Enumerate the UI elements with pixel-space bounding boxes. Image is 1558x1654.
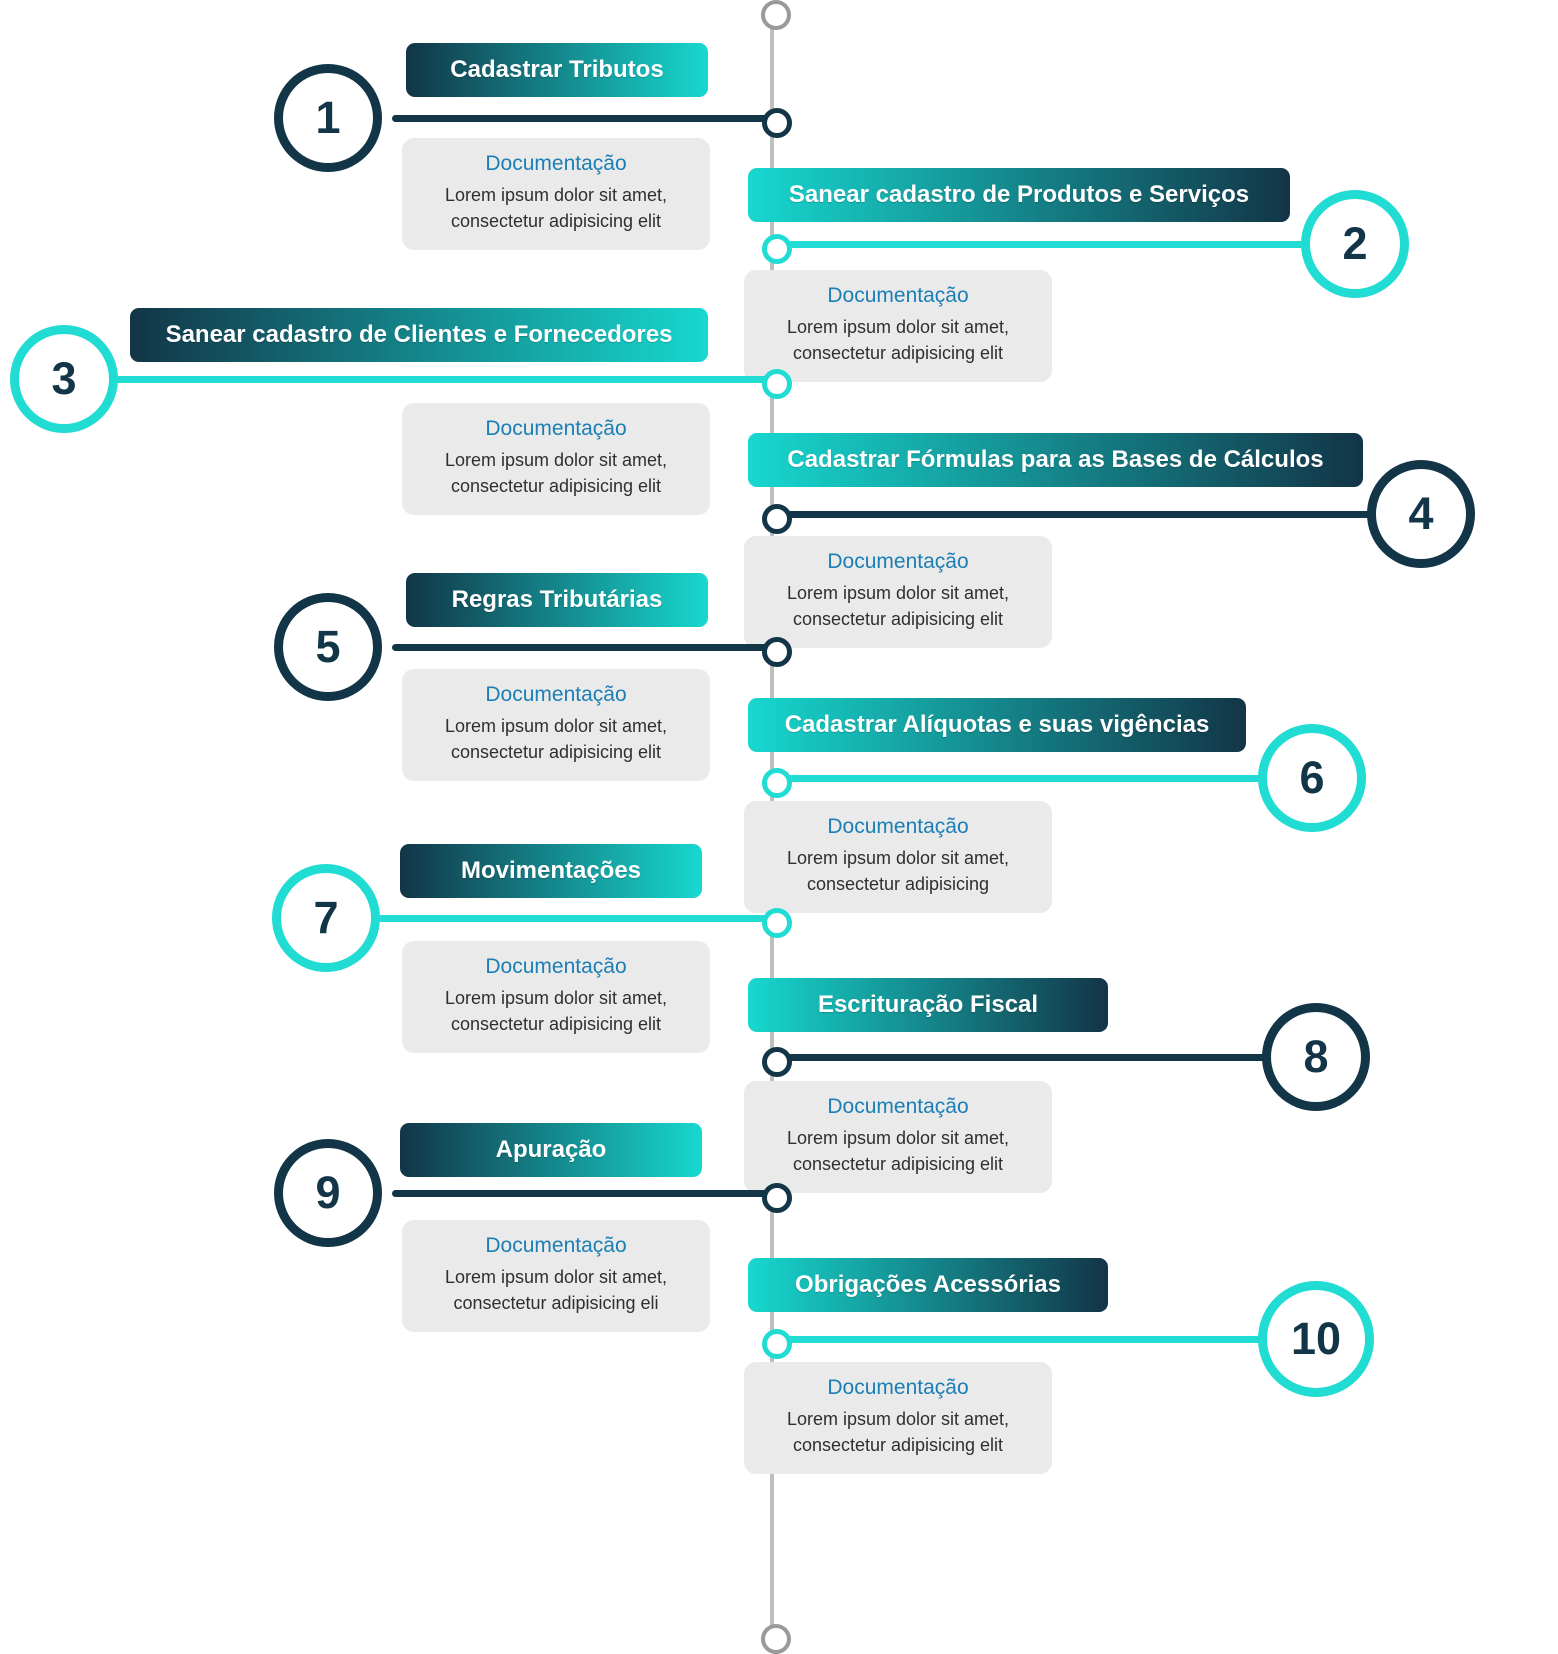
spine-node-9 [762, 1183, 792, 1213]
connector-6 [772, 775, 1290, 782]
step-title-4[interactable] [748, 433, 1363, 487]
step-doc-text-7: Lorem ipsum dolor sit amet, consectetur adipisicing elit [444, 988, 668, 1035]
step-doc-title-4: Documentação [827, 550, 969, 573]
step-doc-title-2: Documentação [827, 284, 969, 307]
step-doc-title-3: Documentação [485, 417, 627, 440]
step-number-6-label: 6 [1299, 752, 1325, 803]
step-number-3[interactable] [10, 325, 118, 433]
step-number-4-label: 4 [1408, 488, 1434, 539]
connector-5 [392, 644, 772, 651]
step-doc-card-9 [402, 1220, 710, 1332]
step-doc-text-8: Lorem ipsum dolor sit amet, consectetur adipisicing elit [786, 1128, 1010, 1175]
step-title-10[interactable] [748, 1258, 1108, 1312]
step-doc-card-4 [744, 536, 1052, 648]
step-number-2[interactable] [1301, 190, 1409, 298]
step-doc-title-8: Documentação [827, 1095, 969, 1118]
step-doc-title-10: Documentação [827, 1376, 969, 1399]
step-number-4[interactable] [1367, 460, 1475, 568]
step-number-7[interactable] [272, 864, 380, 972]
step-doc-text-1: Lorem ipsum dolor sit amet, consectetur adipisicing elit [444, 185, 668, 232]
step-doc-card-1 [402, 138, 710, 250]
connector-1 [392, 115, 772, 122]
step-doc-text-5: Lorem ipsum dolor sit amet, consectetur adipisicing elit [444, 716, 668, 763]
step-title-5-label: Regras Tributárias [451, 586, 663, 613]
step-title-1[interactable] [406, 43, 708, 97]
step-title-7[interactable] [400, 844, 702, 898]
spine-node-2 [762, 234, 792, 264]
connector-2 [772, 241, 1330, 248]
spine-cap-bottom [761, 1624, 791, 1654]
step-number-6[interactable] [1258, 724, 1366, 832]
step-doc-title-5: Documentação [485, 683, 627, 706]
spine-node-1 [762, 108, 792, 138]
step-doc-card-3 [402, 403, 710, 515]
step-number-1[interactable] [274, 64, 382, 172]
step-doc-title-1: Documentação [485, 152, 627, 175]
step-doc-text-3: Lorem ipsum dolor sit amet, consectetur adipisicing elit [444, 450, 668, 497]
step-number-9-label: 9 [315, 1167, 341, 1218]
connector-7 [378, 915, 772, 922]
connector-3 [110, 376, 772, 383]
step-doc-card-7 [402, 941, 710, 1053]
spine-node-5 [762, 637, 792, 667]
step-title-3-label: Sanear cadastro de Clientes e Fornecedores [165, 321, 673, 348]
step-title-8-label: Escrituração Fiscal [817, 991, 1039, 1018]
connector-10 [772, 1336, 1270, 1343]
spine-node-7 [762, 908, 792, 938]
step-doc-title-6: Documentação [827, 815, 969, 838]
step-number-8-label: 8 [1303, 1031, 1329, 1082]
connector-4 [772, 511, 1400, 518]
step-doc-text-2: Lorem ipsum dolor sit amet, consectetur adipisicing elit [786, 317, 1010, 364]
spine-node-10 [762, 1329, 792, 1359]
step-doc-card-2 [744, 270, 1052, 382]
step-doc-title-9: Documentação [485, 1234, 627, 1257]
step-number-5[interactable] [274, 593, 382, 701]
step-title-2-label: Sanear cadastro de Produtos e Serviços [788, 181, 1250, 208]
connector-8 [772, 1054, 1270, 1061]
step-title-6-label: Cadastrar Alíquotas e suas vigências [784, 711, 1210, 738]
step-doc-text-9: Lorem ipsum dolor sit amet, consectetur adipisicing eli [444, 1267, 668, 1314]
step-title-2[interactable] [748, 168, 1290, 222]
step-number-5-label: 5 [315, 621, 341, 672]
step-doc-card-10 [744, 1362, 1052, 1474]
step-title-1-label: Cadastrar Tributos [450, 56, 664, 83]
step-number-2-label: 2 [1342, 218, 1368, 269]
step-number-10-label: 10 [1290, 1313, 1342, 1364]
step-title-8[interactable] [748, 978, 1108, 1032]
step-number-7-label: 7 [313, 892, 339, 943]
step-doc-card-8 [744, 1081, 1052, 1193]
step-title-3[interactable] [130, 308, 708, 362]
spine-node-4 [762, 504, 792, 534]
step-doc-text-4: Lorem ipsum dolor sit amet, consectetur adipisicing elit [786, 583, 1010, 630]
step-number-1-label: 1 [315, 92, 341, 143]
step-doc-text-10: Lorem ipsum dolor sit amet, consectetur adipisicing elit [786, 1409, 1010, 1456]
step-doc-text-6: Lorem ipsum dolor sit amet, consectetur adipisicing [786, 848, 1010, 895]
step-number-9[interactable] [274, 1139, 382, 1247]
step-title-10-label: Obrigações Acessórias [795, 1271, 1061, 1298]
step-doc-title-7: Documentação [485, 955, 627, 978]
spine-node-6 [762, 768, 792, 798]
step-title-9-label: Apuração [495, 1136, 607, 1163]
step-number-8[interactable] [1262, 1003, 1370, 1111]
step-title-5[interactable] [406, 573, 708, 627]
step-doc-card-5 [402, 669, 710, 781]
step-title-6[interactable] [748, 698, 1246, 752]
connector-9 [392, 1190, 772, 1197]
spine-cap-top [761, 0, 791, 30]
spine-node-3 [762, 369, 792, 399]
step-doc-card-6 [744, 801, 1052, 913]
step-number-10[interactable] [1258, 1281, 1374, 1397]
step-title-9[interactable] [400, 1123, 702, 1177]
step-number-3-label: 3 [51, 353, 77, 404]
step-title-7-label: Movimentações [460, 857, 642, 884]
step-title-4-label: Cadastrar Fórmulas para as Bases de Cálculos [787, 446, 1324, 473]
spine-node-8 [762, 1047, 792, 1077]
